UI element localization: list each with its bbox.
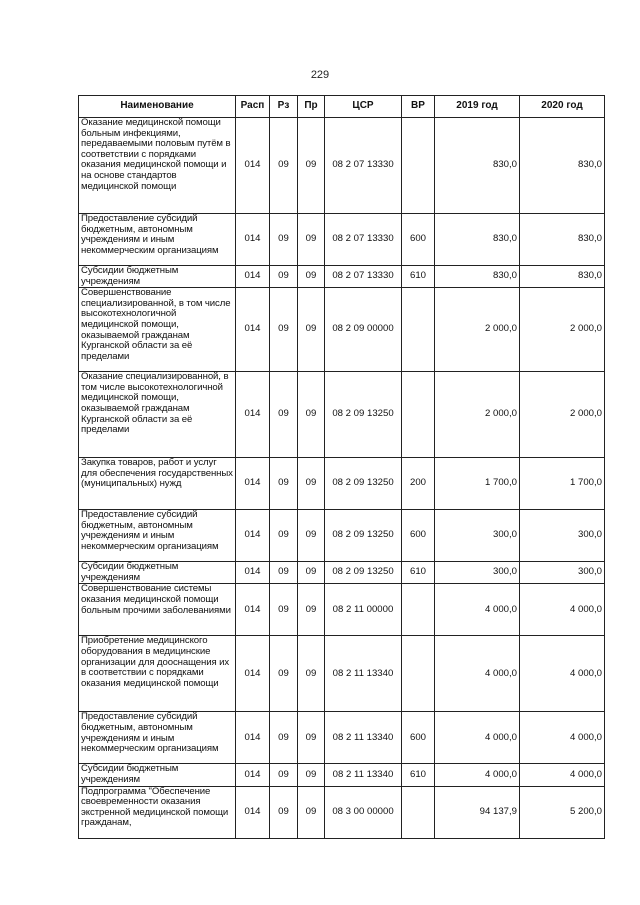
table-row bbox=[79, 266, 605, 288]
row-vr bbox=[402, 786, 435, 838]
row-rz: 09 bbox=[270, 712, 298, 764]
table-row bbox=[79, 786, 605, 838]
row-rasp: 014 bbox=[236, 584, 270, 636]
row-value-2020: 2 000,0 bbox=[520, 372, 605, 458]
row-value-2020: 1 700,0 bbox=[520, 458, 605, 510]
row-name: Субсидии бюджетным учреждениям bbox=[79, 562, 236, 584]
row-value-2020: 830,0 bbox=[520, 118, 605, 214]
row-name: Совершенствование специализированной, в том числе высокотехнологичной медицинской помощи, оказываемой гражданам Курганской области за её пределами bbox=[79, 288, 236, 372]
row-value-2019: 94 137,9 bbox=[435, 786, 520, 838]
row-value-2019: 300,0 bbox=[435, 562, 520, 584]
row-rz: 09 bbox=[270, 118, 298, 214]
header-2019: 2019 год bbox=[435, 96, 520, 118]
row-name: Субсидии бюджетным учреждениям bbox=[79, 266, 236, 288]
budget-table bbox=[78, 95, 605, 839]
row-rasp: 014 bbox=[236, 266, 270, 288]
row-value-2020: 5 200,0 bbox=[520, 786, 605, 838]
row-pr: 09 bbox=[298, 372, 325, 458]
row-csr: 08 2 07 13330 bbox=[325, 266, 402, 288]
row-csr: 08 2 07 13330 bbox=[325, 214, 402, 266]
page-number: 229 bbox=[310, 69, 330, 81]
table-row bbox=[79, 288, 605, 372]
row-vr: 600 bbox=[402, 712, 435, 764]
row-vr bbox=[402, 118, 435, 214]
row-value-2020: 2 000,0 bbox=[520, 288, 605, 372]
row-value-2020: 4 000,0 bbox=[520, 712, 605, 764]
row-rasp: 014 bbox=[236, 118, 270, 214]
row-value-2019: 2 000,0 bbox=[435, 288, 520, 372]
header-name: Наименование bbox=[79, 96, 236, 118]
row-name: Закупка товаров, работ и услуг для обеспечения государственных (муниципальных) нужд bbox=[79, 458, 236, 510]
row-vr: 600 bbox=[402, 214, 435, 266]
row-name: Предоставление субсидий бюджетным, автономным учреждениям и иным некоммерческим организациям bbox=[79, 712, 236, 764]
row-rz: 09 bbox=[270, 636, 298, 712]
row-name: Предоставление субсидий бюджетным, автономным учреждениям и иным некоммерческим организациям bbox=[79, 214, 236, 266]
row-rz: 09 bbox=[270, 458, 298, 510]
row-pr: 09 bbox=[298, 636, 325, 712]
row-pr: 09 bbox=[298, 562, 325, 584]
row-value-2019: 830,0 bbox=[435, 214, 520, 266]
row-rasp: 014 bbox=[236, 764, 270, 786]
row-rz: 09 bbox=[270, 372, 298, 458]
header-rasp: Расп bbox=[236, 96, 270, 118]
row-name: Оказание специализированной, в том числе высокотехнологичной медицинской помощи, оказываемой гражданам Курганской области за её пределами bbox=[79, 372, 236, 458]
row-value-2019: 830,0 bbox=[435, 266, 520, 288]
row-value-2020: 4 000,0 bbox=[520, 636, 605, 712]
row-value-2019: 4 000,0 bbox=[435, 712, 520, 764]
row-csr: 08 2 11 13340 bbox=[325, 764, 402, 786]
row-value-2019: 300,0 bbox=[435, 510, 520, 562]
row-csr: 08 2 11 13340 bbox=[325, 712, 402, 764]
row-value-2019: 4 000,0 bbox=[435, 764, 520, 786]
row-pr: 09 bbox=[298, 764, 325, 786]
row-csr: 08 2 11 13340 bbox=[325, 636, 402, 712]
row-vr: 600 bbox=[402, 510, 435, 562]
row-pr: 09 bbox=[298, 266, 325, 288]
row-name: Подпрограмма "Обеспечение своевременности оказания экстренной медицинской помощи гражданам, bbox=[79, 786, 236, 838]
row-rz: 09 bbox=[270, 288, 298, 372]
row-value-2019: 4 000,0 bbox=[435, 636, 520, 712]
row-name: Приобретение медицинского оборудования в медицинские организации для дооснащения их в соответствии с порядками оказания медицинской помощи bbox=[79, 636, 236, 712]
row-rasp: 014 bbox=[236, 786, 270, 838]
row-name: Совершенствование системы оказания медицинской помощи больным прочими заболеваниями bbox=[79, 584, 236, 636]
header-rz: Рз bbox=[270, 96, 298, 118]
row-pr: 09 bbox=[298, 510, 325, 562]
row-vr bbox=[402, 288, 435, 372]
row-rasp: 014 bbox=[236, 214, 270, 266]
row-rasp: 014 bbox=[236, 712, 270, 764]
row-pr: 09 bbox=[298, 712, 325, 764]
table-row bbox=[79, 764, 605, 786]
table-row bbox=[79, 214, 605, 266]
table-row bbox=[79, 562, 605, 584]
table-row bbox=[79, 712, 605, 764]
row-rasp: 014 bbox=[236, 562, 270, 584]
row-pr: 09 bbox=[298, 584, 325, 636]
row-rz: 09 bbox=[270, 214, 298, 266]
row-csr: 08 2 09 13250 bbox=[325, 510, 402, 562]
row-value-2020: 300,0 bbox=[520, 510, 605, 562]
row-vr: 610 bbox=[402, 764, 435, 786]
row-value-2019: 4 000,0 bbox=[435, 584, 520, 636]
table-row bbox=[79, 510, 605, 562]
header-pr: Пр bbox=[298, 96, 325, 118]
table-row bbox=[79, 372, 605, 458]
row-rz: 09 bbox=[270, 764, 298, 786]
row-vr bbox=[402, 584, 435, 636]
row-value-2020: 300,0 bbox=[520, 562, 605, 584]
row-csr: 08 2 09 13250 bbox=[325, 458, 402, 510]
row-rasp: 014 bbox=[236, 636, 270, 712]
header-csr: ЦСР bbox=[325, 96, 402, 118]
row-csr: 08 2 09 13250 bbox=[325, 562, 402, 584]
row-value-2019: 2 000,0 bbox=[435, 372, 520, 458]
row-rz: 09 bbox=[270, 562, 298, 584]
header-vr: ВР bbox=[402, 96, 435, 118]
table-row bbox=[79, 636, 605, 712]
row-csr: 08 2 09 00000 bbox=[325, 288, 402, 372]
table-row bbox=[79, 118, 605, 214]
row-pr: 09 bbox=[298, 458, 325, 510]
row-rz: 09 bbox=[270, 266, 298, 288]
row-name: Субсидии бюджетным учреждениям bbox=[79, 764, 236, 786]
row-value-2019: 830,0 bbox=[435, 118, 520, 214]
row-vr bbox=[402, 372, 435, 458]
row-vr: 610 bbox=[402, 266, 435, 288]
row-name: Предоставление субсидий бюджетным, автономным учреждениям и иным некоммерческим организациям bbox=[79, 510, 236, 562]
row-vr: 200 bbox=[402, 458, 435, 510]
row-csr: 08 3 00 00000 bbox=[325, 786, 402, 838]
row-csr: 08 2 07 13330 bbox=[325, 118, 402, 214]
row-pr: 09 bbox=[298, 288, 325, 372]
row-rasp: 014 bbox=[236, 510, 270, 562]
row-value-2020: 4 000,0 bbox=[520, 584, 605, 636]
row-rz: 09 bbox=[270, 510, 298, 562]
row-csr: 08 2 11 00000 bbox=[325, 584, 402, 636]
row-vr: 610 bbox=[402, 562, 435, 584]
row-rz: 09 bbox=[270, 786, 298, 838]
row-pr: 09 bbox=[298, 214, 325, 266]
row-value-2019: 1 700,0 bbox=[435, 458, 520, 510]
header-2020: 2020 год bbox=[520, 96, 605, 118]
table-row bbox=[79, 584, 605, 636]
row-value-2020: 4 000,0 bbox=[520, 764, 605, 786]
row-pr: 09 bbox=[298, 118, 325, 214]
row-value-2020: 830,0 bbox=[520, 214, 605, 266]
table-row bbox=[79, 458, 605, 510]
row-rasp: 014 bbox=[236, 288, 270, 372]
row-name: Оказание медицинской помощи больным инфекциями, передаваемыми половым путём в соответствии с порядками оказания медицинской помощи и на основе стандартов медицинской помощи bbox=[79, 118, 236, 214]
row-rasp: 014 bbox=[236, 372, 270, 458]
row-value-2020: 830,0 bbox=[520, 266, 605, 288]
row-vr bbox=[402, 636, 435, 712]
row-pr: 09 bbox=[298, 786, 325, 838]
row-rz: 09 bbox=[270, 584, 298, 636]
row-csr: 08 2 09 13250 bbox=[325, 372, 402, 458]
header-row bbox=[79, 96, 605, 118]
row-rasp: 014 bbox=[236, 458, 270, 510]
